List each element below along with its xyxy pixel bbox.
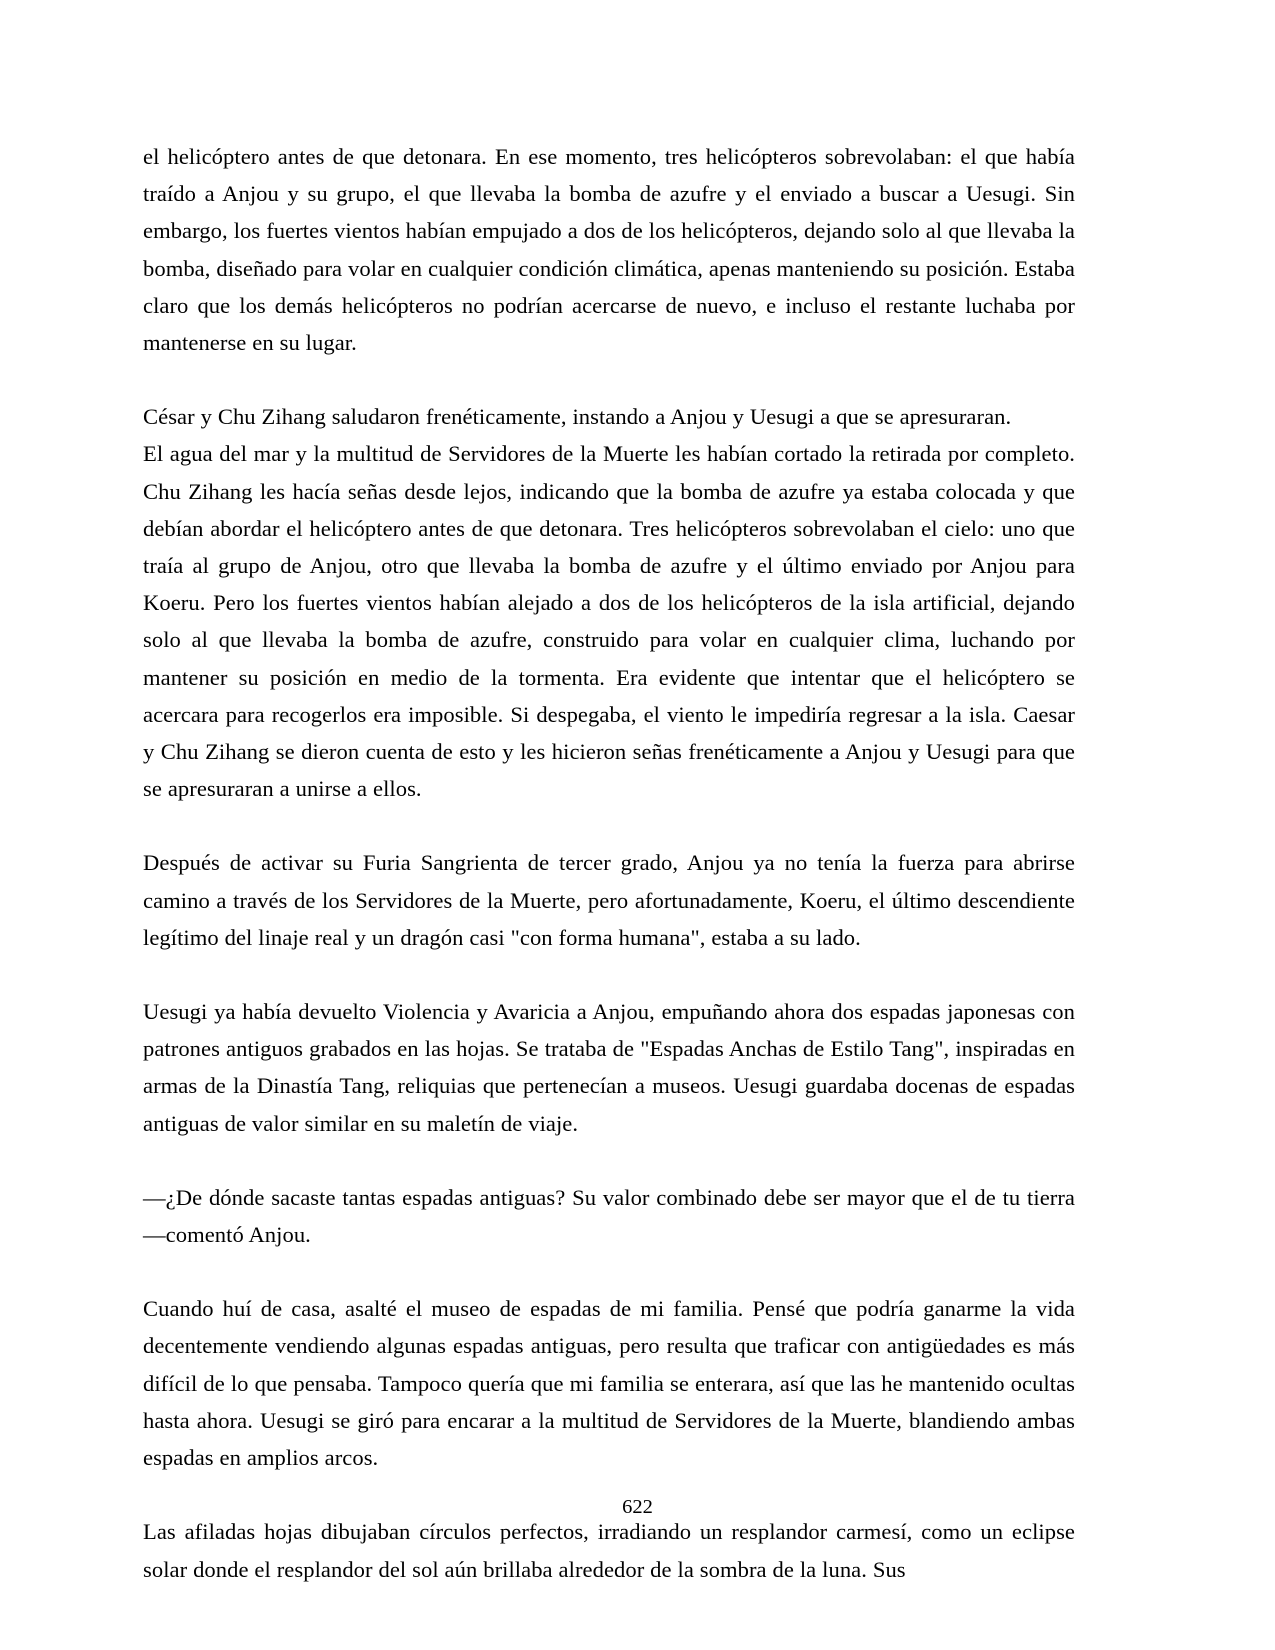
page-number: 622 <box>622 1496 653 1518</box>
body-paragraph-2-body: El agua del mar y la multitud de Servidores de la Muerte les habían cortado la retirada por completo. Chu Zihang les hacía señas desde lejos, indicando que la bomba de azufre ya estaba colocada y que debían abordar el helicóptero antes de que detonara. Tres helicópteros sobrevolaban el cielo: uno que traía al grupo de Anjou, otro que llevaba la bomba de azufre y el último enviado por Anjou para Koeru. Pero los fuertes vientos habían alejado a dos de los helicópteros de la isla artificial, dejando solo al que llevaba la bomba de azufre, construido para volar en cualquier clima, luchando por mantener su posición en medio de la tormenta. Era evidente que intentar que el helicóptero se acercara para recogerlos era imposible. Si despegaba, el viento le impediría regresar a la isla. Caesar y Chu Zihang se dieron cuenta de esto y les hicieron señas frenéticamente a Anjou y Uesugi para que se apresuraran a unirse a ellos. <box>143 441 1075 802</box>
body-paragraph-1: el helicóptero antes de que detonara. En ese momento, tres helicópteros sobrevolaban: el que había traído a Anjou y su grupo, el que llevaba la bomba de azufre y el enviado a buscar a Uesugi. Sin embargo, los fuertes vientos habían empujado a dos de los helicópteros, dejando solo al que llevaba la bomba, diseñado para volar en cualquier condición climática, apenas manteniendo su posición. Estaba claro que los demás helicópteros no podrían acercarse de nuevo, e incluso el restante luchaba por mantenerse en su lugar. <box>143 144 1075 356</box>
page-text-column <box>143 138 1075 1588</box>
body-paragraph-4: Uesugi ya había devuelto Violencia y Avaricia a Anjou, empuñando ahora dos espadas japonesas con patrones antiguos grabados en las hojas. Se trataba de "Espadas Anchas de Estilo Tang", inspiradas en armas de la Dinastía Tang, reliquias que pertenecían a museos. Uesugi guardaba docenas de espadas antiguas de valor similar en su maletín de viaje. <box>143 999 1075 1136</box>
body-paragraph-7: Las afiladas hojas dibujaban círculos perfectos, irradiando un resplandor carmesí, como un eclipse solar donde el resplandor del sol aún brillaba alrededor de la sombra de la luna. Sus <box>143 1519 1075 1582</box>
body-paragraph-3: Después de activar su Furia Sangrienta de tercer grado, Anjou ya no tenía la fuerza para abrirse camino a través de los Servidores de la Muerte, pero afortunadamente, Koeru, el último descendiente legítimo del linaje real y un dragón casi "con forma humana", estaba a su lado. <box>143 850 1075 950</box>
body-paragraph-2-lead: César y Chu Zihang saludaron frenéticamente, instando a Anjou y Uesugi a que se apresuraran. <box>143 404 1012 430</box>
body-paragraph-6: Cuando huí de casa, asalté el museo de espadas de mi familia. Pensé que podría ganarme la vida decentemente vendiendo algunas espadas antiguas, pero resulta que traficar con antigüedades es más difícil de lo que pensaba. Tampoco quería que mi familia se enterara, así que las he mantenido ocultas hasta ahora. Uesugi se giró para encarar a la multitud de Servidores de la Muerte, blandiendo ambas espadas en amplios arcos. <box>143 1296 1075 1471</box>
body-paragraph-5-dialogue: —¿De dónde sacaste tantas espadas antiguas? Su valor combinado debe ser mayor que el de tu tierra —comentó Anjou. <box>143 1184 1075 1248</box>
